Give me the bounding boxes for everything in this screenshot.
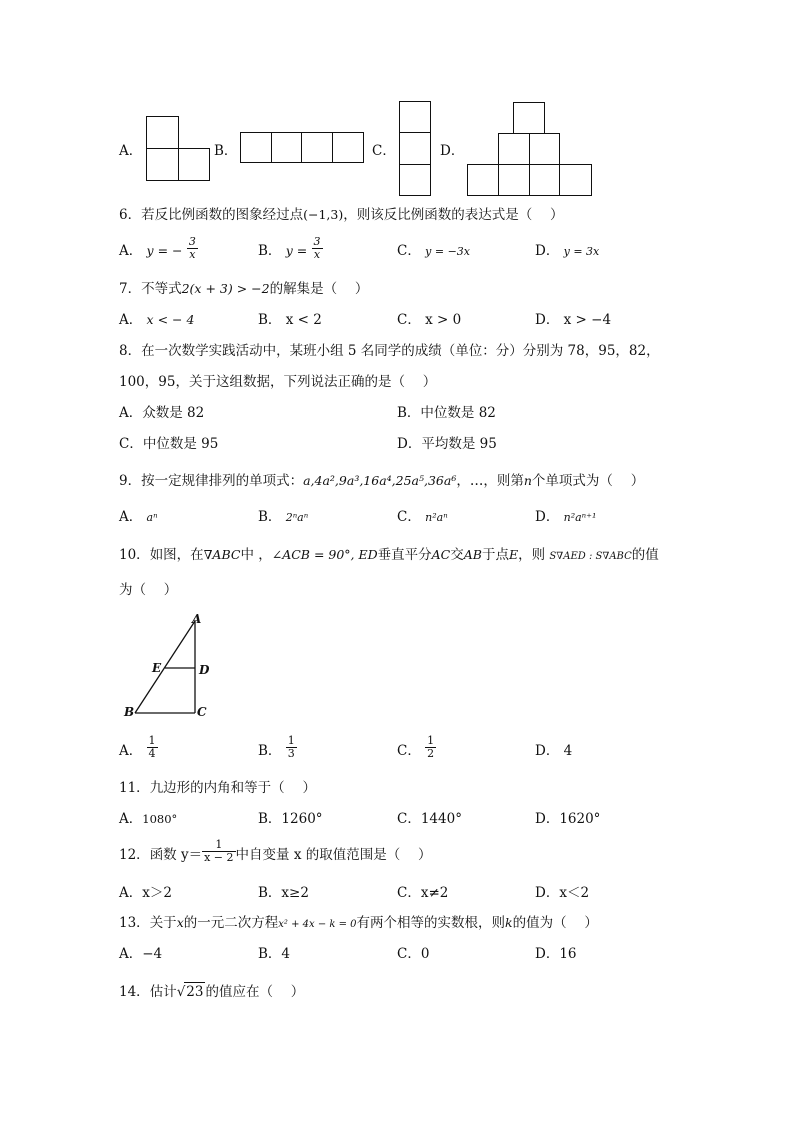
q5-option-b-figure [240,132,364,163]
q11-option-a: A．1080° [119,811,178,827]
q9-option-a: A． aⁿ [119,509,158,525]
q10-option-d: D． 4 [535,743,573,759]
q10-option-a: A． $\frac{1}{4}$ [119,734,156,760]
q7-stem: 7．不等式2(x + 3) > −2的解集是（ ） [119,281,369,297]
q10-stem-line2: 为（ ） [119,582,178,598]
q12-option-b: B．x≥2 [258,885,309,901]
q12-option-c: C．x≠2 [397,885,449,901]
q6-option-d: D． y = 3x [535,243,600,259]
q9-stem: 9．按一定规律排列的单项式：a,4a²,9a³,16a⁴,25a⁵,36a⁶，…，则第n个单项式为（ ） [119,473,645,489]
q6-option-b: B． y = $\frac{3}{x}$ [258,235,321,261]
q10-option-b: B． $\frac{1}{3}$ [258,734,295,760]
q8-option-a: A．众数是 82 [119,405,205,421]
q5-option-a-figure [146,116,210,181]
q5-option-a-label: A． [119,143,143,159]
q7-option-a: A． x < − 4 [119,312,195,328]
q9-option-b: B． 2ⁿaⁿ [258,509,309,525]
q10-label-a: A [192,612,202,626]
q10-option-c: C． $\frac{1}{2}$ [397,734,435,760]
q12-option-a: A．x＞2 [119,885,172,901]
q8-option-b: B．中位数是 82 [397,405,496,421]
q10-label-d: D [199,663,210,677]
q5-option-c-label: C． [372,143,396,159]
q5-option-c-figure [399,101,431,196]
q13-stem: 13．关于x的一元二次方程x² + 4x − k = 0有两个相等的实数根，则k的值为（ ） [119,915,598,931]
q11-option-d: D．1620° [535,811,601,827]
q7-option-b: B． x < 2 [258,312,322,328]
q10-stem-line1: 10．如图，在∇ABC中 ，∠ACB = 90°, ED垂直平分AC交AB于点E，则 S∇AED : S∇ABC的值 [119,547,659,563]
q11-stem: 11．九边形的内角和等于（ ） [119,780,316,796]
q14-stem: 14．估计√23 的值应在（ ） [119,984,305,1000]
q6-option-c: C． y = −3x [397,243,470,259]
q13-option-b: B．4 [258,946,291,962]
q13-option-c: C．0 [397,946,430,962]
q7-option-d: D． x > −4 [535,312,612,328]
q6-stem: 6．若反比例函数的图象经过点(−1,3)，则该反比例函数的表达式是（ ） [119,207,564,223]
q7-option-c: C． x > 0 [397,312,462,328]
q5-option-b-label: B． [214,143,238,159]
q9-option-d: D． n²aⁿ⁺¹ [535,509,597,525]
q9-option-c: C． n²aⁿ [397,509,448,525]
q12-stem: 12．函数 y＝ $\frac{1}{x - 2}$ 中自变量 x 的取值范围是（ ） [119,838,432,864]
q11-option-c: C．1440° [397,811,462,827]
q10-label-e: E [152,661,162,675]
q14-radical-sign: √ [176,984,186,1000]
q5-option-d-label: D． [440,143,465,159]
q8-option-c: C．中位数是 95 [119,436,219,452]
q11-option-b: B．1260° [258,811,323,827]
q8-stem-line2: 100，95，关于这组数据，下列说法正确的是（ ） [119,374,437,390]
q8-stem-line1: 8．在一次数学实践活动中，某班小组 5 名同学的成绩（单位：分）分别为 78，95，82， [119,343,660,359]
q12-option-d: D．x＜2 [535,885,590,901]
q13-option-d: D．16 [535,946,577,962]
q6-option-a: A． y = − $\frac{3}{x}$ [119,235,196,261]
q10-label-b: B [124,705,135,719]
q10-label-c: C [197,705,207,719]
q13-option-a: A．−4 [119,946,163,962]
q8-option-d: D．平均数是 95 [397,436,497,452]
q5-option-d-figure [467,102,592,196]
